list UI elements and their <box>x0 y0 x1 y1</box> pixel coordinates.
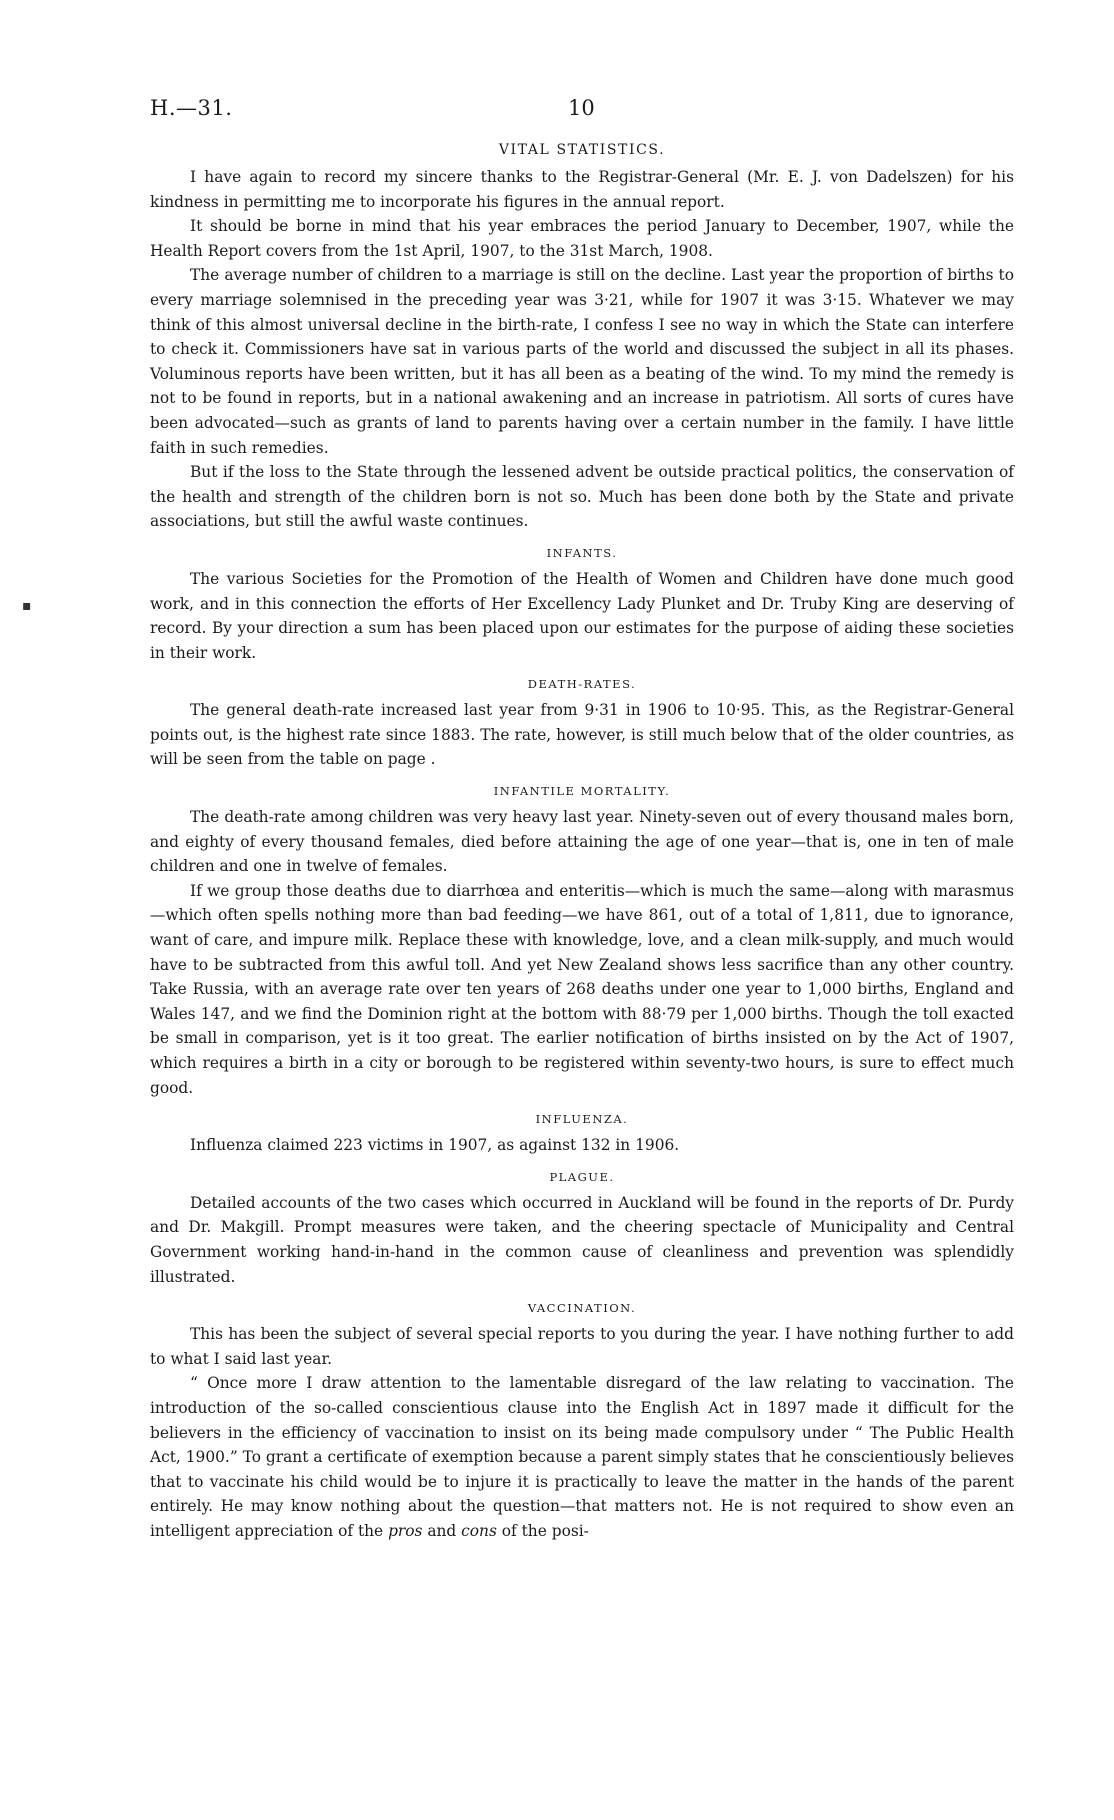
document-reference: H.—31. <box>150 96 233 120</box>
paragraph: The death-rate among children was very heavy last year. Ninety-seven out of every thousand males born, and eighty of every thousand females, died before attaining the age of one year—that is, one in ten of male children and one in twelve of females. <box>150 808 1014 876</box>
section-heading: INFLUENZA. <box>535 1112 629 1127</box>
paragraph: The average number of children to a marriage is still on the decline. Last year the proportion of births to every marriage solemnised in the preceding year was 3·21, while for 1907 it was 3·15. Whatever we may think of this almost universal decline in the birth-rate, I confess I see no way in which the State can interfere to check it. Commissioners have sat in various parts of the world and discussed the subject in all its phases. Voluminous reports have been written, but it has all been as a beating of the wind. To my mind the remedy is not to be found in reports, but in a national awakening and an increase in patriotism. All sorts of cures have been advocated—such as grants of land to parents having over a certain number in the family. I have little faith in such remedies. <box>150 266 1014 457</box>
section-vaccination <box>150 1301 1014 1543</box>
paragraph: The various Societies for the Promotion of the Health of Women and Children have done much good work, and in this connection the efforts of Her Excellency Lady Plunket and Dr. Truby King are deserving of record. By your direction a sum has been placed upon our estimates for the purpose of aiding these societies in their work. <box>150 569 1014 662</box>
paragraph: Detailed accounts of the two cases which occurred in Auckland will be found in the reports of Dr. Purdy and Dr. Makgill. Prompt measures were taken, and the cheering spectacle of Municipality and Central Government working hand-in-hand in the common cause of cleanliness and prevention was splendidly illustrated. <box>150 1193 1014 1286</box>
section-vital-statistics <box>150 142 1014 534</box>
section-heading: DEATH-RATES. <box>527 677 637 692</box>
page-number: 10 <box>568 96 595 120</box>
section-heading: VITAL STATISTICS. <box>498 142 666 158</box>
paragraph: Influenza claimed 223 victims in 1907, as against 132 in 1906. <box>190 1136 680 1155</box>
section-death-rates <box>150 677 1014 772</box>
paragraph: I have again to record my sincere thanks to the Registrar-General (Mr. E. J. von Dadelszen) for his kindness in permitting me to incorporate his figures in the annual report. <box>150 168 1014 211</box>
italic-term: pros <box>388 1521 423 1540</box>
paragraph: This has been the subject of several special reports to you during the year. I have nothing further to add to what I said last year. <box>150 1325 1014 1368</box>
document-page <box>150 96 1014 1556</box>
paragraph: The general death-rate increased last year from 9·31 in 1906 to 10·95. This, as the Registrar-General points out, is the highest rate since 1883. The rate, however, is still much below that of the older countries, as will be seen from the table on page . <box>150 701 1014 769</box>
page-header <box>150 96 1014 126</box>
section-plague <box>150 1170 1014 1289</box>
paragraph: It should be borne in mind that his year embraces the period January to December, 1907, while the Health Report covers from the 1st April, 1907, to the 31st March, 1908. <box>150 217 1014 260</box>
inline-text: and <box>422 1521 462 1540</box>
section-influenza <box>150 1112 1014 1158</box>
section-heading: INFANTILE MORTALITY. <box>493 784 671 799</box>
section-infants <box>150 546 1014 665</box>
section-heading: VACCINATION. <box>527 1301 637 1316</box>
margin-mark: ▪ <box>22 598 32 614</box>
paragraph-with-italic-tail <box>150 1371 1014 1543</box>
paragraph: But if the loss to the State through the lessened advent be outside practical politics, the conservation of the health and strength of the children born is not so. Much has been done both by the State and private associations, but still the awful waste continues. <box>150 463 1014 531</box>
inline-text: of the posi- <box>496 1521 589 1540</box>
paragraph: If we group those deaths due to diarrhœa and enteritis—which is much the same—along with marasmus—which often spells nothing more than bad feeding—we have 861, out of a total of 1,811, due to ignorance, want of care, and impure milk. Replace these with knowledge, love, and a clean milk-supply, and much would have to be subtracted from this awful toll. And yet New Zealand shows less sacrifice than any other country. Take Russia, with an average rate over ten years of 268 deaths under one year to 1,000 births, England and Wales 147, and we find the Dominion right at the bottom with 88·79 per 1,000 births. Though the toll exacted be small in comparison, yet is it too great. The earlier notification of births insisted on by the Act of 1907, which requires a birth in a city or borough to be registered within seventy-two hours, is sure to effect much good. <box>150 881 1014 1097</box>
section-heading: INFANTS. <box>546 545 618 560</box>
section-infantile-mortality <box>150 784 1014 1100</box>
paragraph-text: “ Once more I draw attention to the lamentable disregard of the law relating to vaccination. The introduction of the so-called conscientious clause into the English Act in 1897 made it difficult for the believers in the efficiency of vaccination to insist on its being made compulsory under “ The Public Health Act, 1900.” To grant a certificate of exemption because a parent simply states that he conscientiously believes that to vaccinate his child would be to injure it is practically to leave the matter in the hands of the parent entirely. He may know nothing about the question—that matters not. He is not required to show even an intelligent appreciation of the <box>150 1374 1014 1540</box>
section-heading: PLAGUE. <box>549 1169 615 1184</box>
italic-term: cons <box>461 1521 497 1540</box>
